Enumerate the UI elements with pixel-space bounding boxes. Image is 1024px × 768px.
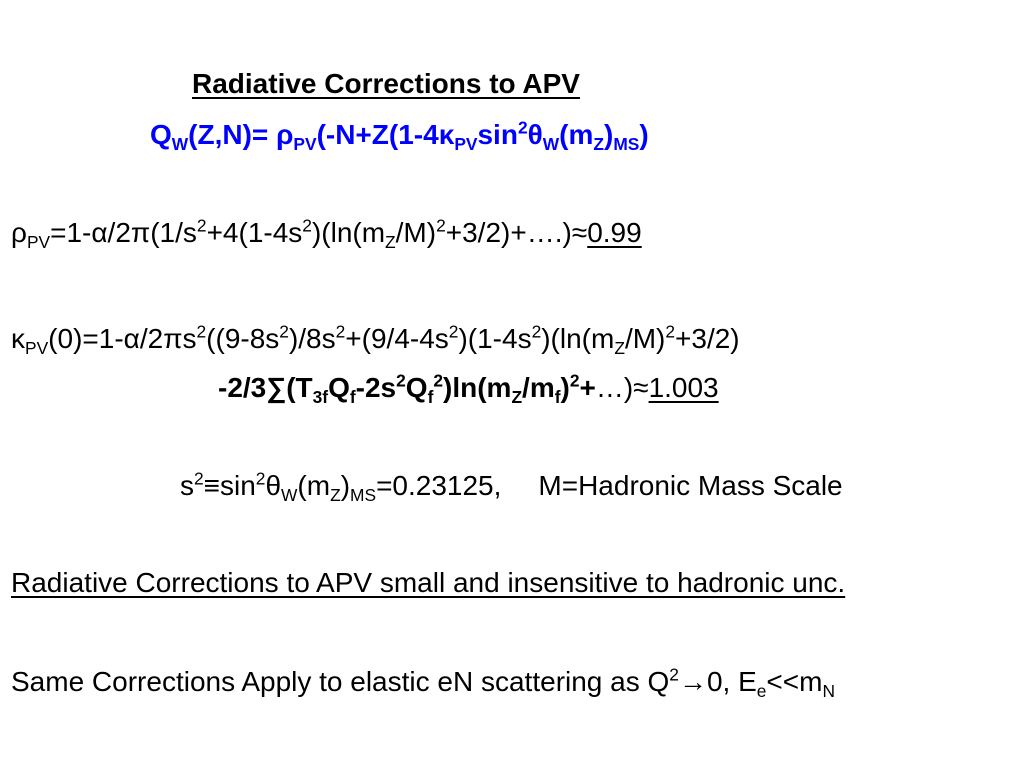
mass-scale-note: M=Hadronic Mass Scale [538, 470, 843, 501]
rho-pv-value: 0.99 [587, 217, 642, 248]
conclusion-statement: Radiative Corrections to APV small and insensitive to hadronic unc. [11, 567, 846, 598]
kappa-pv-equation-continued: $-2/3\sum(T_{3f}Q_f-2s^2Q_f^2)\ln(m_Z/m_f)^2+\dots)\approx 1.003$ [218, 370, 719, 408]
rho-pv-equation: $\rho_{PV}=1-\alpha/2\pi(1/s^2+4(1-4s^2)(\ln(m_Z/M)^2+3/2)+\dots.)\approx 0.99$ [11, 215, 642, 253]
elastic-scattering-statement: Same Corrections Apply to elastic eN scattering as $Q^2\to 0$, $E_e<<m_N$ [11, 664, 835, 702]
s2-definition: $s^2\equiv\sin^2\theta_W(m_Z)_{MS}=0.23125$, M=Hadronic Mass Scale [180, 468, 843, 506]
weak-charge-formula: $Q_W(Z,N)= \rho_{PV}(-N+Z(1-4\kappa_{PV}\sin^2\theta_W(m_Z)_{MS})$ [150, 117, 649, 155]
kappa-pv-value: 1.003 [648, 372, 719, 403]
kappa-pv-equation: $\kappa_{PV}(0)=1-\alpha/2\pi s^2((9-8s^2)/8s^2+(9/4-4s^2)(1-4s^2)(\ln(m_Z/M)^2+3/2)$ [11, 321, 740, 359]
slide-title: Radiative Corrections to APV [192, 68, 580, 99]
